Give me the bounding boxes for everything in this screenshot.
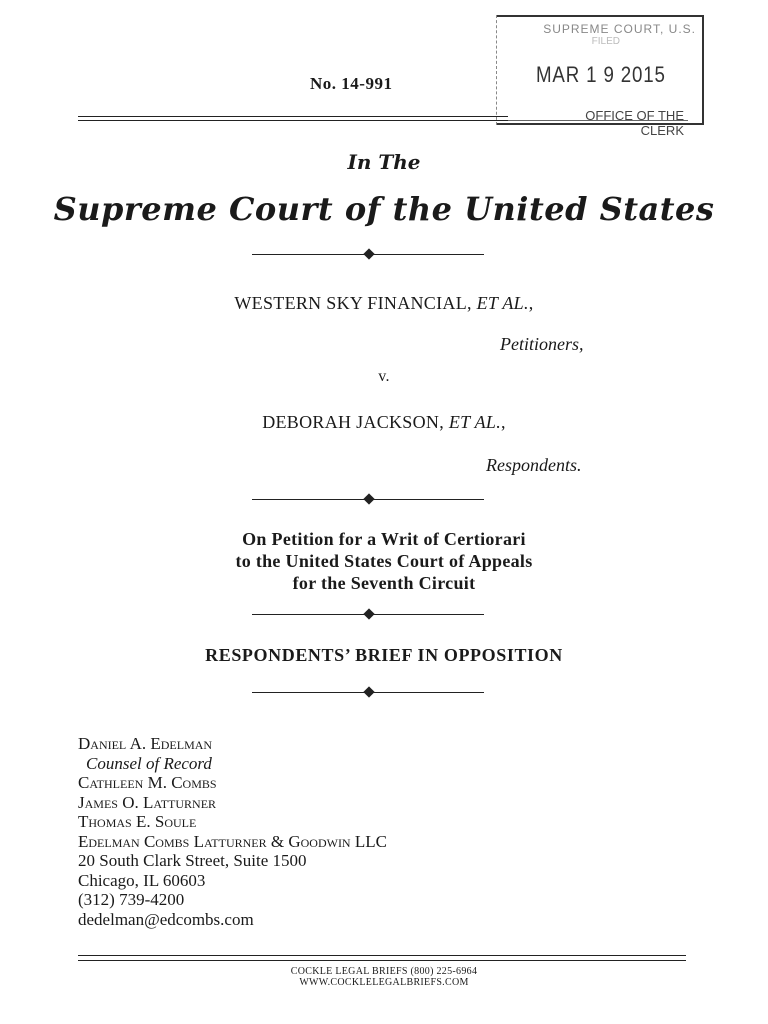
petition-caption (0, 528, 768, 594)
lead-counsel-name: Daniel A. Edelman (78, 734, 213, 753)
lead-counsel-role: Counsel of Record (86, 753, 212, 773)
court-name: Supreme Court of the United States (53, 190, 715, 228)
email-address: dedelman@edcombs.com (78, 909, 254, 929)
stamp-filed: FILED (591, 36, 620, 47)
case-number: No. 14-991 (310, 74, 393, 93)
law-firm-name: Edelman Combs Latturner & Goodwin LLC (78, 831, 387, 851)
divider-diamond (363, 493, 374, 504)
divider-diamond (363, 686, 374, 697)
divider-diamond (363, 608, 374, 619)
respondent-trail: , (501, 412, 506, 432)
stamp-office: OFFICE OF THE CLERK (585, 108, 684, 138)
counsel-block (78, 734, 387, 929)
petition-line-2: to the United States Court of Appeals (235, 551, 533, 571)
phone-number: (312) 739-4200 (78, 890, 185, 909)
petitioner-name: WESTERN SKY FINANCIAL, (234, 293, 472, 313)
footer-line-2: WWW.COCKLELEGALBRIEFS.COM (299, 977, 469, 988)
bottom-double-rule (78, 955, 686, 961)
respondent-name: DEBORAH JACKSON, (262, 412, 445, 432)
stamp-date: MAR 1 9 2015 (536, 62, 666, 87)
petitioner-etal: ET AL. (476, 293, 529, 313)
printer-footer (0, 966, 768, 988)
petitioner-role: Petitioners, (500, 334, 584, 354)
stamp-left-edge (496, 15, 497, 125)
respondent-line (0, 412, 768, 433)
petitioner-line (0, 293, 768, 314)
stamp-court-line: SUPREME COURT, U.S. (543, 22, 696, 36)
address-line-1: 20 South Clark Street, Suite 1500 (78, 851, 307, 870)
top-rule-extension (508, 120, 688, 121)
brief-title: RESPONDENTS’ BRIEF IN OPPOSITION (205, 645, 563, 665)
respondent-role: Respondents. (486, 455, 582, 475)
petitioner-trail: , (528, 293, 534, 313)
footer-line-1: COCKLE LEGAL BRIEFS (800) 225-6964 (290, 966, 478, 977)
top-double-rule (78, 116, 508, 121)
petition-line-3: for the Seventh Circuit (292, 573, 476, 593)
counsel-name: James O. Latturner (78, 792, 217, 812)
divider-diamond (363, 248, 374, 259)
in-the-heading: In The (347, 150, 421, 174)
respondent-etal: ET AL. (448, 412, 501, 432)
petition-line-1: On Petition for a Writ of Certiorari (242, 529, 526, 549)
counsel-name: Cathleen M. Combs (78, 773, 217, 792)
versus: v. (378, 368, 390, 385)
address-line-2: Chicago, IL 60603 (78, 870, 206, 890)
counsel-name: Thomas E. Soule (78, 812, 197, 831)
